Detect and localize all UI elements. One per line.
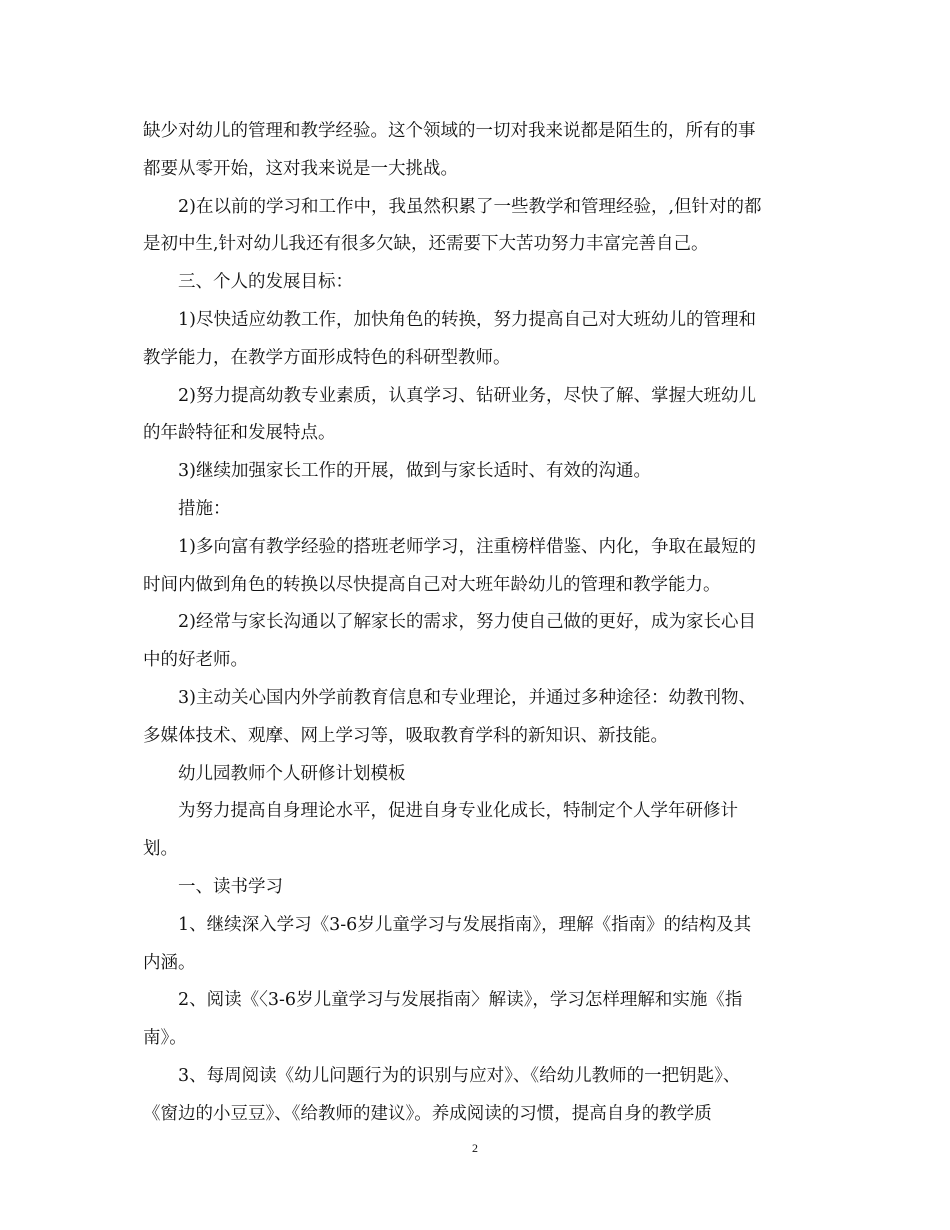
text-line: 《窗边的小豆豆》、《给教师的建议》。养成阅读的习惯，提高自身的教学质 xyxy=(143,1103,712,1124)
page-number: 2 xyxy=(472,1141,478,1155)
paragraph-start: 1、继续深入学习《3-6岁儿童学习与发展指南》，理解《指南》的结构及其 xyxy=(178,914,752,935)
text-line: 都要从零开始，这对我来说是一大挑战。 xyxy=(143,158,458,179)
text-line: 是初中生,针对幼儿我还有很多欠缺，还需要下大苦功努力丰富完善自己。 xyxy=(143,234,709,255)
section-heading: 一、读书学习 xyxy=(178,876,283,897)
text-line: 的年龄特征和发展特点。 xyxy=(143,423,336,444)
document-body xyxy=(143,113,813,1134)
paragraph-start: 2、阅读《〈3-6岁儿童学习与发展指南〉解读》，学习怎样理解和实施《指 xyxy=(178,990,743,1011)
paragraph-start: 3)主动关心国内外学前教育信息和专业理论，并通过多种途径：幼教刊物、 xyxy=(178,687,756,708)
section-heading: 措施： xyxy=(178,498,231,519)
text-line: 缺少对幼儿的管理和教学经验。这个领域的一切对我来说都是陌生的，所有的事 xyxy=(143,121,756,141)
document-subtitle: 幼儿园教师个人研修计划模板 xyxy=(178,763,406,784)
text-line: 多媒体技术、观摩、网上学习等，吸取教育学科的新知识、新技能。 xyxy=(143,725,668,746)
text-line: 时间内做到角色的转换以尽快提高自己对大班年龄幼儿的管理和教学能力。 xyxy=(143,574,721,595)
text-line: 教学能力，在教学方面形成特色的科研型教师。 xyxy=(143,347,511,368)
paragraph-start: 3、每周阅读《幼儿问题行为的识别与应对》、《给幼儿教师的一把钥匙》、 xyxy=(178,1065,741,1086)
paragraph-start: 2)在以前的学习和工作中，我虽然积累了一些教学和管理经验，,但针对的都 xyxy=(178,196,762,217)
paragraph-start: 1)尽快适应幼教工作，加快角色的转换，努力提高自己对大班幼儿的管理和 xyxy=(178,309,756,330)
text-line: 划。 xyxy=(143,839,178,860)
text-line: 中的好老师。 xyxy=(143,650,248,671)
paragraph-start: 2)经常与家长沟通以了解家长的需求，努力使自己做的更好，成为家长心目 xyxy=(178,612,756,633)
paragraph-start: 2)努力提高幼教专业素质，认真学习、钻研业务，尽快了解、掌握大班幼儿 xyxy=(178,385,756,406)
paragraph-start: 为努力提高自身理论水平，促进自身专业化成长，特制定个人学年研修计 xyxy=(178,801,738,822)
paragraph-start: 1)多向富有教学经验的搭班老师学习，注重榜样借鉴、内化，争取在最短的 xyxy=(178,536,756,557)
section-heading: 三、个人的发展目标： xyxy=(178,272,353,293)
text-line: 内涵。 xyxy=(143,952,196,973)
paragraph-start: 3)继续加强家长工作的开展，做到与家长适时、有效的沟通。 xyxy=(178,461,651,482)
text-line: 南》。 xyxy=(143,1028,187,1049)
